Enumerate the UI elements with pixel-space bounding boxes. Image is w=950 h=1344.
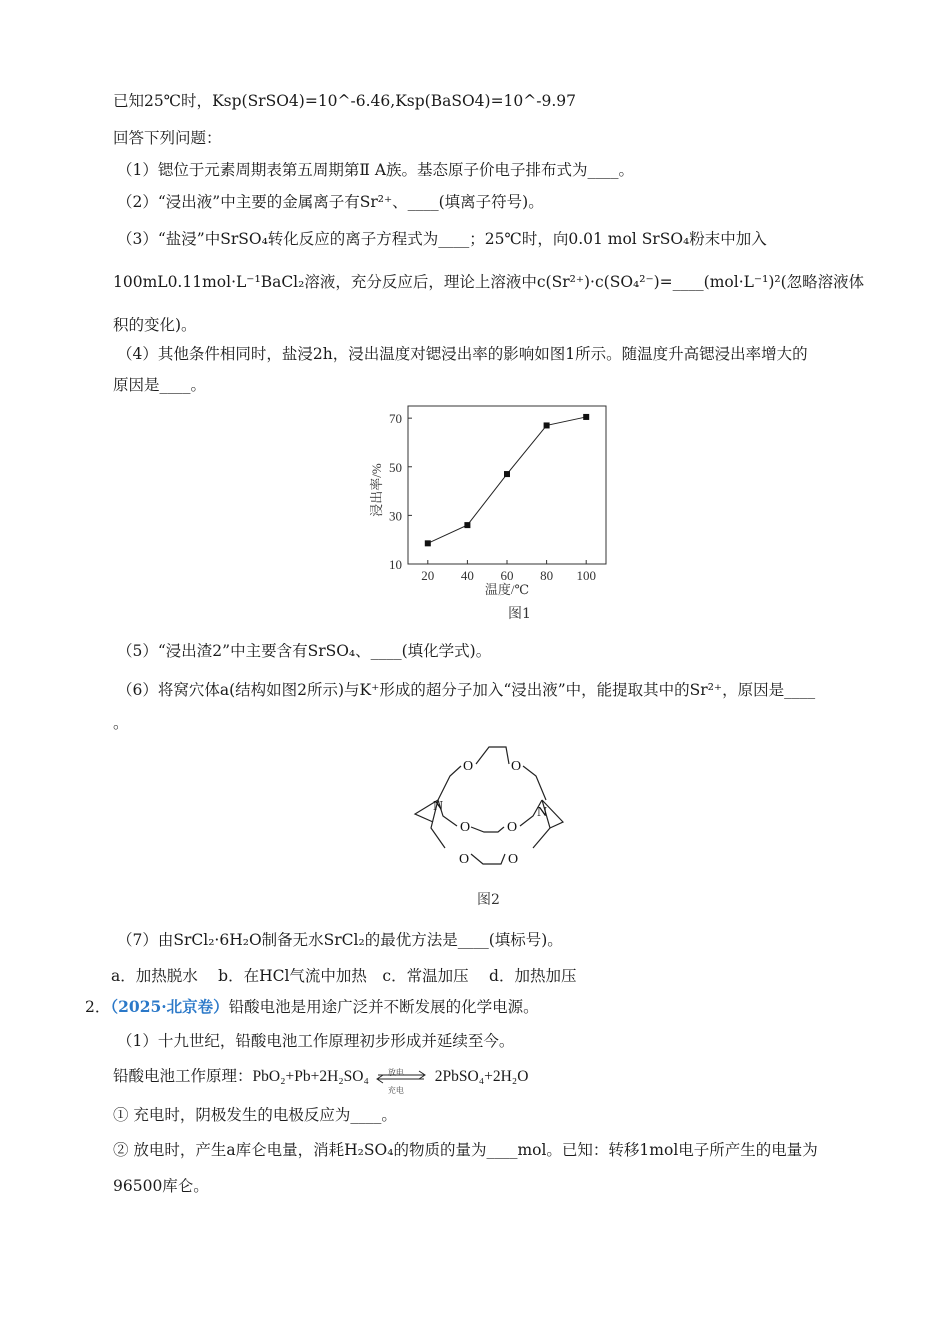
equation-label: 铅酸电池工作原理： <box>113 1067 253 1085</box>
atom-o: O <box>506 820 518 835</box>
chart-data-point <box>425 540 431 546</box>
chart-plot-frame <box>408 406 606 564</box>
atom-o: O <box>507 852 519 867</box>
question-3: （3）“盐浸”中SrSO₄转化反应的离子方程式为____；25℃时，向0.01 mol SrSO₄粉末中加入 <box>117 230 767 248</box>
question-1: （1）锶位于元素周期表第五周期第Ⅱ A族。基态原子价电子排布式为____。 <box>117 161 635 179</box>
question-3-end: 积的变化)。 <box>113 316 197 334</box>
chart-y-tick-label: 50 <box>389 459 402 475</box>
arrow-label-charge: 充电 <box>387 1086 404 1095</box>
chart-data-point <box>544 422 550 428</box>
chart-x-tick-label: 80 <box>540 568 554 583</box>
chart-data-point <box>464 522 470 528</box>
question-5: （5）“浸出渣2”中主要含有SrSO₄、____(填化学式)。 <box>117 642 492 660</box>
equation-arrow <box>374 1065 430 1095</box>
atom-o: O <box>510 759 522 774</box>
question-2: （2）“浸出液”中主要的金属离子有Sr²⁺、____(填离子符号)。 <box>117 193 544 211</box>
chart-y-axis-label: 浸出率/% <box>369 463 384 517</box>
figure-1-caption: 图1 <box>508 606 531 622</box>
question-7: （7）由SrCl₂·6H₂O制备无水SrCl₂的最优方法是____(填标号)。 <box>117 931 563 949</box>
problem-number: 2． <box>85 998 111 1016</box>
atom-o: O <box>459 820 471 835</box>
lead-acid-equation <box>113 1065 529 1095</box>
problem-2-q1: ① 充电时，阴极发生的电极反应为____。 <box>113 1106 397 1124</box>
question-4: （4）其他条件相同时，盐浸2h，浸出温度对锶浸出率的影响如图1所示。随温度升高锶浸出率增大的 <box>117 345 808 363</box>
text-line-prompt: 回答下列问题： <box>113 129 222 147</box>
chart-y-tick-label: 10 <box>389 557 402 572</box>
atom-n-left: N <box>432 799 444 814</box>
chart-x-tick-label: 20 <box>421 568 435 583</box>
arrow-label-discharge: 放电 <box>387 1068 404 1077</box>
figure-2-caption: 图2 <box>477 892 500 908</box>
problem-intro: 铅酸电池是用途广泛并不断发展的化学电源。 <box>228 998 539 1016</box>
question-7-options: a．加热脱水 b．在HCl气流中加热 c．常温加压 d．加热加压 <box>111 967 577 985</box>
atom-o: O <box>458 852 470 867</box>
problem-2-q2: ② 放电时，产生a库仑电量，消耗H₂SO₄的物质的量为____mol。已知：转移1mol电子所产生的电量为 <box>113 1141 818 1159</box>
problem-2-q2-end: 96500库仑。 <box>113 1177 209 1195</box>
question-6-end: 。 <box>113 714 129 732</box>
chart-data-point <box>583 414 589 420</box>
problem-2-part-1: （1）十九世纪，铅酸电池工作原理初步形成并延续至今。 <box>117 1032 515 1050</box>
chart-data-point <box>504 471 510 477</box>
chart-y-tick-label: 30 <box>389 508 402 524</box>
question-4-end: 原因是____。 <box>113 376 207 394</box>
figure-1-chart <box>360 398 620 598</box>
question-3-cont: 100mL0.11mol·L⁻¹BaCl₂溶液，充分反应后，理论上溶液中c(Sr²⁺)·c(SO₄²⁻)=____(mol·L⁻¹)²(忽略溶液体 <box>113 273 865 291</box>
question-6: （6）将窝穴体a(结构如图2所示)与K⁺形成的超分子加入“浸出液”中，能提取其中的Sr²⁺，原因是____ <box>117 681 816 699</box>
text-line-ksp: 已知25℃时，Ksp(SrSO4)=10^-6.46,Ksp(BaSO4)=10^-9.97 <box>113 92 577 110</box>
problem-source-tag: （2025·北京卷） <box>110 997 229 1016</box>
chart-y-tick-label: 70 <box>389 411 402 427</box>
equation-right: 2PbSO₄+2H₂O <box>434 1068 529 1085</box>
equation-left: PbO₂+Pb+2H₂SO₄ <box>252 1068 369 1085</box>
atom-o: O <box>462 759 474 774</box>
chart-series-line <box>428 417 586 543</box>
figure-2-cryptand-structure <box>405 738 580 888</box>
chart-x-axis-label: 温度/℃ <box>484 582 530 597</box>
problem-2-header <box>85 996 539 1018</box>
chart-x-tick-label: 60 <box>500 568 514 583</box>
chart-x-tick-label: 40 <box>460 568 474 583</box>
atom-n-right: N <box>536 805 548 820</box>
chart-x-tick-label: 100 <box>576 568 596 583</box>
